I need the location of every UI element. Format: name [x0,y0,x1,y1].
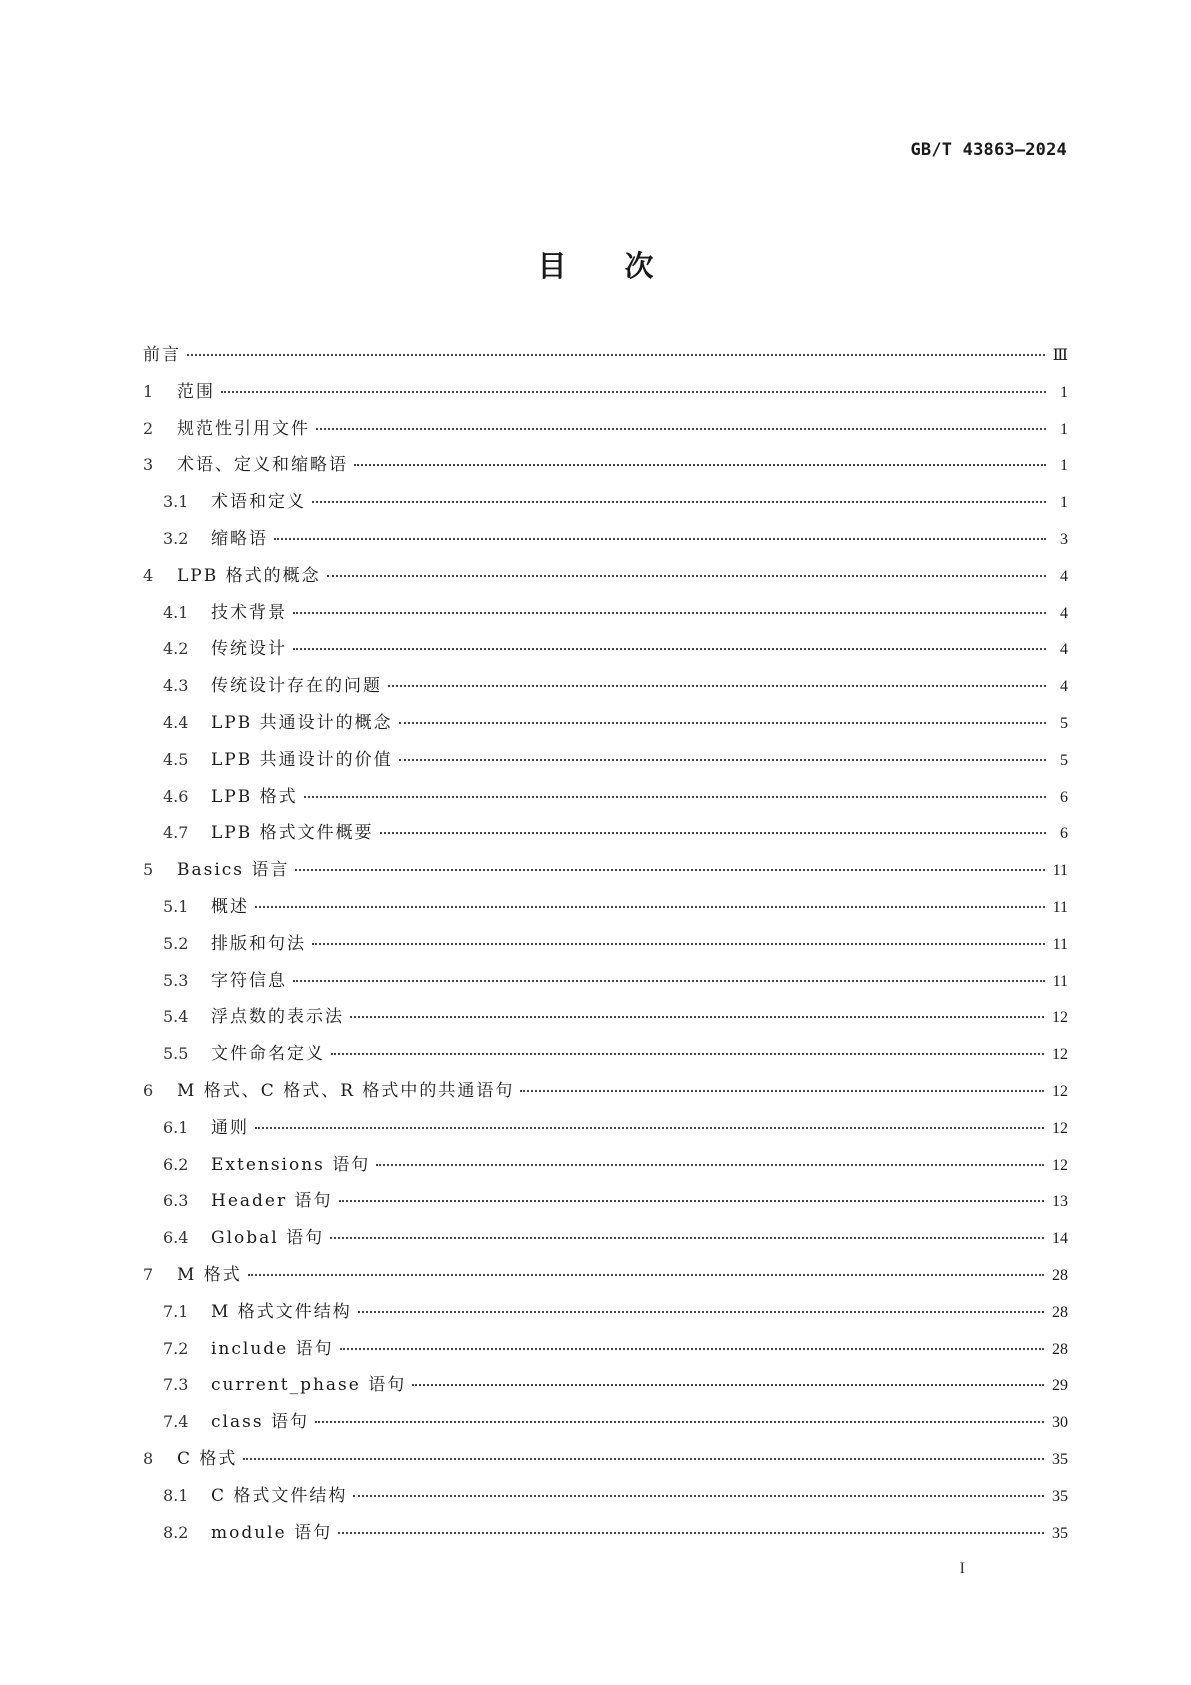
toc-entry-title[interactable]: 通则 [211,1117,249,1138]
toc-entry-title[interactable]: Basics 语言 [177,860,290,881]
toc-entry-number: 6.3 [163,1191,189,1211]
toc-entry-number: 4.2 [163,639,189,659]
toc-entry[interactable] [143,1113,1068,1150]
standard-number: GB/T 43863—2024 [910,140,1067,160]
toc-leader-dots [316,428,1046,430]
toc-leader-dots [293,980,1045,982]
toc-entry[interactable] [143,892,1068,929]
toc-entry-page: 5 [1060,751,1068,769]
toc-entry-page: 28 [1052,1303,1068,1321]
page-title: 目次 [537,249,712,283]
toc-entry-title[interactable]: Global 语句 [211,1228,325,1249]
toc-entry-title[interactable]: 术语和定义 [211,492,306,513]
toc-leader-dots [350,1016,1044,1018]
toc-entry-page: 4 [1060,604,1068,622]
toc-entry-page: 4 [1060,678,1068,696]
toc-entry-title[interactable]: LPB 格式文件概要 [211,823,374,844]
toc-entry-title[interactable]: C 格式文件结构 [211,1485,348,1506]
toc-entry-title[interactable]: 概述 [211,896,249,917]
toc-entry-page: 6 [1060,825,1068,843]
toc-entry-number: 6.2 [163,1154,189,1174]
toc-entry-page: Ⅲ [1052,347,1068,364]
toc-entry-number: 8 [143,1448,154,1468]
toc-leader-dots [327,575,1046,577]
toc-entry-page: 13 [1052,1193,1068,1211]
toc-entry-page: 28 [1052,1340,1068,1358]
toc-entry-number: 4.4 [163,712,189,732]
toc-leader-dots [315,1421,1044,1423]
toc-entry[interactable] [143,450,1068,487]
toc-entry-title[interactable]: 缩略语 [211,528,268,549]
toc-entry-number: 8.1 [163,1485,189,1505]
toc-entry-number: 4.5 [163,749,189,769]
toc-entry[interactable] [143,1370,1068,1407]
toc-entry[interactable] [143,1444,1068,1481]
toc-entry-page: 12 [1052,1119,1068,1137]
toc-entry[interactable] [143,1150,1068,1187]
toc-leader-dots [399,722,1046,724]
toc-entry-page: 12 [1052,1009,1068,1027]
toc-entry-title[interactable]: C 格式 [177,1448,238,1469]
toc-entry-title[interactable]: Header 语句 [211,1191,333,1212]
toc-entry-page: 30 [1052,1414,1068,1432]
toc-entry-title[interactable]: include 语句 [211,1338,334,1359]
toc-entry-title[interactable]: 传统设计存在的问题 [211,676,382,697]
toc-leader-dots [243,1458,1044,1460]
toc-entry-page: 35 [1052,1487,1068,1505]
toc-entry[interactable] [143,818,1068,855]
toc-entry-number: 5.1 [163,896,189,916]
toc-leader-dots [399,759,1046,761]
toc-leader-dots [358,1311,1044,1313]
toc-entry[interactable] [143,929,1068,966]
toc-entry-title[interactable]: 技术背景 [211,602,287,623]
toc-leader-dots [331,1053,1044,1055]
toc-leader-dots [255,906,1045,908]
toc-entry-number: 5.3 [163,970,189,990]
toc-entry-page: 28 [1052,1266,1068,1284]
toc-entry-number: 4.3 [163,676,189,696]
toc-entry[interactable] [143,745,1068,782]
toc-entry-page: 12 [1052,1082,1068,1100]
toc-leader-dots [312,501,1046,503]
toc-entry-title[interactable]: 字符信息 [211,970,287,991]
toc-entry[interactable] [143,1076,1068,1113]
toc-entry-page: 35 [1052,1524,1068,1542]
toc-entry-title[interactable]: M 格式 [177,1264,242,1285]
toc-entry-page: 6 [1060,788,1068,806]
toc-leader-dots [312,943,1045,945]
toc-entry-title[interactable]: current_phase 语句 [211,1375,407,1396]
toc-entry[interactable] [143,1334,1068,1371]
toc-entry-number: 5.5 [163,1044,189,1064]
toc-entry-number: 6.1 [163,1117,189,1137]
toc-leader-dots [295,869,1044,871]
toc-entry-title[interactable]: LPB 格式 [211,786,298,807]
toc-entry[interactable] [143,1518,1068,1555]
toc-entry[interactable] [143,598,1068,635]
toc-entry[interactable] [143,1223,1068,1260]
toc-entry-page: 4 [1060,567,1068,585]
toc-entry[interactable] [143,1407,1068,1444]
toc-entry-number: 7.2 [163,1338,189,1358]
toc-entry-title[interactable]: LPB 格式的概念 [177,565,321,586]
toc-entry-title[interactable]: LPB 共通设计的概念 [211,712,393,733]
toc-leader-dots [380,832,1046,834]
toc-entry-title[interactable]: LPB 共通设计的价值 [211,749,393,770]
toc-entry-title[interactable]: M 格式文件结构 [211,1301,352,1322]
toc-entry-number: 4.6 [163,786,189,806]
toc-leader-dots [221,391,1046,393]
toc-entry-page: 35 [1052,1450,1068,1468]
toc-entry[interactable] [143,1186,1068,1223]
toc-entry-number: 4 [143,565,154,585]
toc-entry-number: 7.4 [163,1412,189,1432]
toc-entry-page: 29 [1052,1377,1068,1395]
toc-leader-dots [520,1090,1044,1092]
toc-entry[interactable] [143,524,1068,561]
toc-entry-page: 4 [1060,641,1068,659]
page-number: I [959,1560,965,1577]
toc-leader-dots [274,538,1046,540]
toc-entry-title[interactable]: class 语句 [211,1412,309,1433]
toc-entry-title[interactable]: 规范性引用文件 [177,418,310,439]
toc-leader-dots [187,354,1045,356]
toc-entry-page: 12 [1052,1046,1068,1064]
toc-entry-page: 11 [1052,935,1068,953]
toc-entry[interactable] [143,966,1068,1003]
toc-entry-title[interactable]: 排版和句法 [211,933,306,954]
toc-entry-number: 6 [143,1080,154,1100]
toc-entry[interactable] [143,634,1068,671]
toc-entry[interactable] [143,561,1068,598]
toc-entry-title[interactable]: 传统设计 [211,639,287,660]
toc-entry[interactable] [143,1297,1068,1334]
toc-entry[interactable] [143,708,1068,745]
toc-entry-number: 3.1 [163,492,189,512]
toc-entry-number: 2 [143,418,154,438]
toc-leader-dots [248,1274,1044,1276]
toc-entry[interactable] [143,1002,1068,1039]
toc-entry-title[interactable]: 术语、定义和缩略语 [177,455,348,476]
toc-entry-page: 14 [1052,1230,1068,1248]
toc-entry[interactable] [143,671,1068,708]
toc-entry-page: 3 [1060,530,1068,548]
toc-leader-dots [412,1384,1044,1386]
toc-leader-dots [340,1348,1044,1350]
toc-entry[interactable] [143,487,1068,524]
toc-entry-page: 1 [1060,383,1068,401]
toc-leader-dots [255,1127,1044,1129]
toc-entry-number: 5.4 [163,1007,189,1027]
toc-entry-title[interactable]: 前言 [143,345,181,365]
toc-leader-dots [293,612,1046,614]
toc-entry[interactable] [143,340,1068,377]
toc-entry-page: 1 [1060,494,1068,512]
toc-leader-dots [293,648,1046,650]
toc-leader-dots [354,464,1046,466]
toc-entry-title[interactable]: 浮点数的表示法 [211,1007,344,1028]
toc-leader-dots [304,796,1046,798]
toc-entry-page: 11 [1052,898,1068,916]
toc-entry-title[interactable]: 范围 [177,381,215,402]
toc-entry-number: 6.4 [163,1228,189,1248]
toc-entry-title[interactable]: 文件命名定义 [211,1044,325,1065]
toc-leader-dots [339,1200,1045,1202]
toc-entry-page: 1 [1060,457,1068,475]
table-of-contents [143,340,1068,1554]
toc-entry-number: 5.2 [163,933,189,953]
toc-entry[interactable] [143,855,1068,892]
toc-entry[interactable] [143,414,1068,451]
toc-entry-page: 12 [1052,1156,1068,1174]
toc-entry-number: 3 [143,455,154,475]
toc-entry-number: 4.1 [163,602,189,622]
toc-entry-page: 5 [1060,714,1068,732]
toc-entry-number: 1 [143,381,154,401]
toc-entry-number: 7.3 [163,1375,189,1395]
toc-entry-number: 5 [143,860,154,880]
toc-leader-dots [330,1237,1044,1239]
toc-entry-number: 7 [143,1264,154,1284]
toc-leader-dots [338,1532,1044,1534]
toc-entry-title[interactable]: M 格式、C 格式、R 格式中的共通语句 [177,1080,515,1101]
toc-entry[interactable] [143,1481,1068,1518]
toc-leader-dots [376,1164,1044,1166]
toc-entry-number: 3.2 [163,528,189,548]
toc-entry[interactable] [143,1039,1068,1076]
toc-entry[interactable] [143,1260,1068,1297]
toc-entry-page: 11 [1052,972,1068,990]
toc-entry-number: 7.1 [163,1301,189,1321]
toc-entry-title[interactable]: Extensions 语句 [211,1154,371,1175]
toc-entry-page: 11 [1052,862,1068,880]
toc-leader-dots [388,685,1046,687]
toc-entry-title[interactable]: module 语句 [211,1522,333,1543]
toc-entry-number: 4.7 [163,823,189,843]
toc-leader-dots [353,1495,1044,1497]
toc-entry[interactable] [143,782,1068,819]
toc-entry-page: 1 [1060,420,1068,438]
toc-entry[interactable] [143,377,1068,414]
toc-entry-number: 8.2 [163,1522,189,1542]
